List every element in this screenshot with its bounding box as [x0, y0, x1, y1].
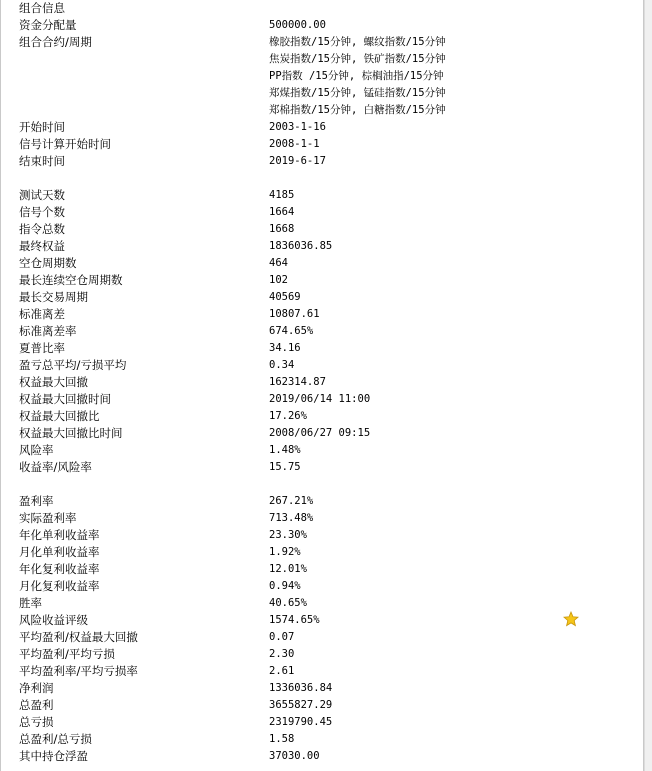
report-row [1, 391, 645, 408]
row-value: 1668 [269, 223, 295, 235]
report-row [1, 646, 645, 663]
row-value: 2003-1-16 [269, 121, 326, 133]
report-row [1, 272, 645, 289]
row-label: 开始时间 [19, 120, 65, 134]
row-label: 信号个数 [19, 205, 65, 219]
report-row [1, 425, 645, 442]
row-label: 最长交易周期 [19, 290, 88, 304]
row-label: 其中持仓浮盈 [19, 749, 88, 763]
row-label: 月化单利收益率 [19, 545, 100, 559]
row-value: 橡胶指数/15分钟, 螺纹指数/15分钟 [269, 36, 446, 48]
row-value: 34.16 [269, 342, 301, 354]
row-label: 净利润 [19, 681, 54, 695]
report-row [1, 0, 645, 17]
report-row [1, 136, 645, 153]
report-row [1, 527, 645, 544]
report-row [1, 221, 645, 238]
report-row [1, 34, 645, 51]
report-row [1, 731, 645, 748]
report-row [1, 153, 645, 170]
row-value: 0.07 [269, 631, 295, 643]
row-value: 464 [269, 257, 288, 269]
row-label: 月化复利收益率 [19, 579, 100, 593]
report-row [1, 51, 645, 68]
report-row [1, 680, 645, 697]
row-label: 总亏损 [19, 715, 54, 729]
report-row [1, 204, 645, 221]
row-value: PP指数 /15分钟, 棕榈油指/15分钟 [269, 70, 444, 82]
row-value: 162314.87 [269, 376, 326, 388]
report-row [1, 595, 645, 612]
report-row [1, 187, 645, 204]
report-row [1, 476, 645, 493]
row-label: 年化复利收益率 [19, 562, 100, 576]
row-label: 权益最大回撤 [19, 375, 88, 389]
row-value: 17.26% [269, 410, 307, 422]
report-row [1, 697, 645, 714]
row-value: 2019/06/14 11:00 [269, 393, 371, 405]
row-label: 盈利率 [19, 494, 54, 508]
row-value: 40569 [269, 291, 301, 303]
report-row [1, 340, 645, 357]
row-value: 2019-6-17 [269, 155, 326, 167]
row-label: 空仓周期数 [19, 256, 77, 270]
row-label: 权益最大回撤比 [19, 409, 100, 423]
row-label: 权益最大回撤比时间 [19, 426, 123, 440]
row-label: 总盈利 [19, 698, 54, 712]
report-row [1, 544, 645, 561]
row-value: 267.21% [269, 495, 314, 507]
row-label: 收益率/风险率 [19, 460, 92, 474]
row-value: 3655827.29 [269, 699, 333, 711]
report-row [1, 85, 645, 102]
row-label: 标准离差率 [19, 324, 77, 338]
report-row [1, 323, 645, 340]
row-label: 标准离差 [19, 307, 65, 321]
row-value: 焦炭指数/15分钟, 铁矿指数/15分钟 [269, 53, 446, 65]
report-row [1, 17, 645, 34]
report-row [1, 255, 645, 272]
star-icon [563, 611, 579, 627]
report-row [1, 442, 645, 459]
row-value: 23.30% [269, 529, 307, 541]
row-value: 10807.61 [269, 308, 320, 320]
row-value: 12.01% [269, 563, 307, 575]
row-label: 组合合约/周期 [19, 35, 92, 49]
report-row [1, 170, 645, 187]
row-value: 2008/06/27 09:15 [269, 427, 371, 439]
row-value: 郑煤指数/15分钟, 锰硅指数/15分钟 [269, 87, 446, 99]
row-label: 平均盈利/权益最大回撤 [19, 630, 138, 644]
report-row [1, 357, 645, 374]
report-row [1, 612, 645, 629]
report-row [1, 578, 645, 595]
row-value: 713.48% [269, 512, 314, 524]
report-row [1, 714, 645, 731]
row-label: 最终权益 [19, 239, 65, 253]
row-label: 资金分配量 [19, 18, 77, 32]
row-value: 0.94% [269, 580, 301, 592]
row-label: 指令总数 [19, 222, 65, 236]
row-label: 实际盈利率 [19, 511, 77, 525]
row-value: 郑棉指数/15分钟, 白糖指数/15分钟 [269, 104, 446, 116]
row-value: 15.75 [269, 461, 301, 473]
report-row [1, 561, 645, 578]
row-label: 盈亏总平均/亏损平均 [19, 358, 127, 372]
report-row [1, 459, 645, 476]
row-value: 40.65% [269, 597, 307, 609]
row-value: 674.65% [269, 325, 314, 337]
row-label: 风险收益评级 [19, 613, 88, 627]
row-value: 1.58 [269, 733, 295, 745]
row-label: 最长连续空仓周期数 [19, 273, 123, 287]
row-value: 1664 [269, 206, 295, 218]
row-value: 2.61 [269, 665, 295, 677]
row-value: 2.30 [269, 648, 295, 660]
report-row [1, 119, 645, 136]
row-value: 4185 [269, 189, 295, 201]
row-value: 1.48% [269, 444, 301, 456]
report-row [1, 629, 645, 646]
row-value: 2319790.45 [269, 716, 333, 728]
vertical-scrollbar[interactable] [644, 0, 652, 771]
report-row [1, 238, 645, 255]
row-label: 年化单利收益率 [19, 528, 100, 542]
row-value: 0.34 [269, 359, 295, 371]
row-label: 夏普比率 [19, 341, 65, 355]
report-row [1, 289, 645, 306]
row-value: 1.92% [269, 546, 301, 558]
row-label: 总盈利/总亏损 [19, 732, 92, 746]
report-row [1, 306, 645, 323]
row-label: 风险率 [19, 443, 54, 457]
row-value: 500000.00 [269, 19, 326, 31]
row-value: 1336036.84 [269, 682, 333, 694]
row-label: 平均盈利率/平均亏损率 [19, 664, 138, 678]
report-row [1, 493, 645, 510]
report-row [1, 510, 645, 527]
report-row [1, 663, 645, 680]
row-value: 1836036.85 [269, 240, 333, 252]
row-label: 平均盈利/平均亏损 [19, 647, 115, 661]
row-label: 胜率 [19, 596, 42, 610]
row-label: 结束时间 [19, 154, 65, 168]
row-value: 102 [269, 274, 288, 286]
row-value: 37030.00 [269, 750, 320, 762]
row-label: 组合信息 [19, 1, 65, 15]
report-row [1, 68, 645, 85]
row-label: 信号计算开始时间 [19, 137, 111, 151]
report-row [1, 102, 645, 119]
row-value: 2008-1-1 [269, 138, 320, 150]
report-row [1, 748, 645, 765]
report-row [1, 408, 645, 425]
report-row [1, 374, 645, 391]
row-label: 权益最大回撤时间 [19, 392, 111, 406]
row-value: 1574.65% [269, 614, 320, 626]
row-label: 测试天数 [19, 188, 65, 202]
